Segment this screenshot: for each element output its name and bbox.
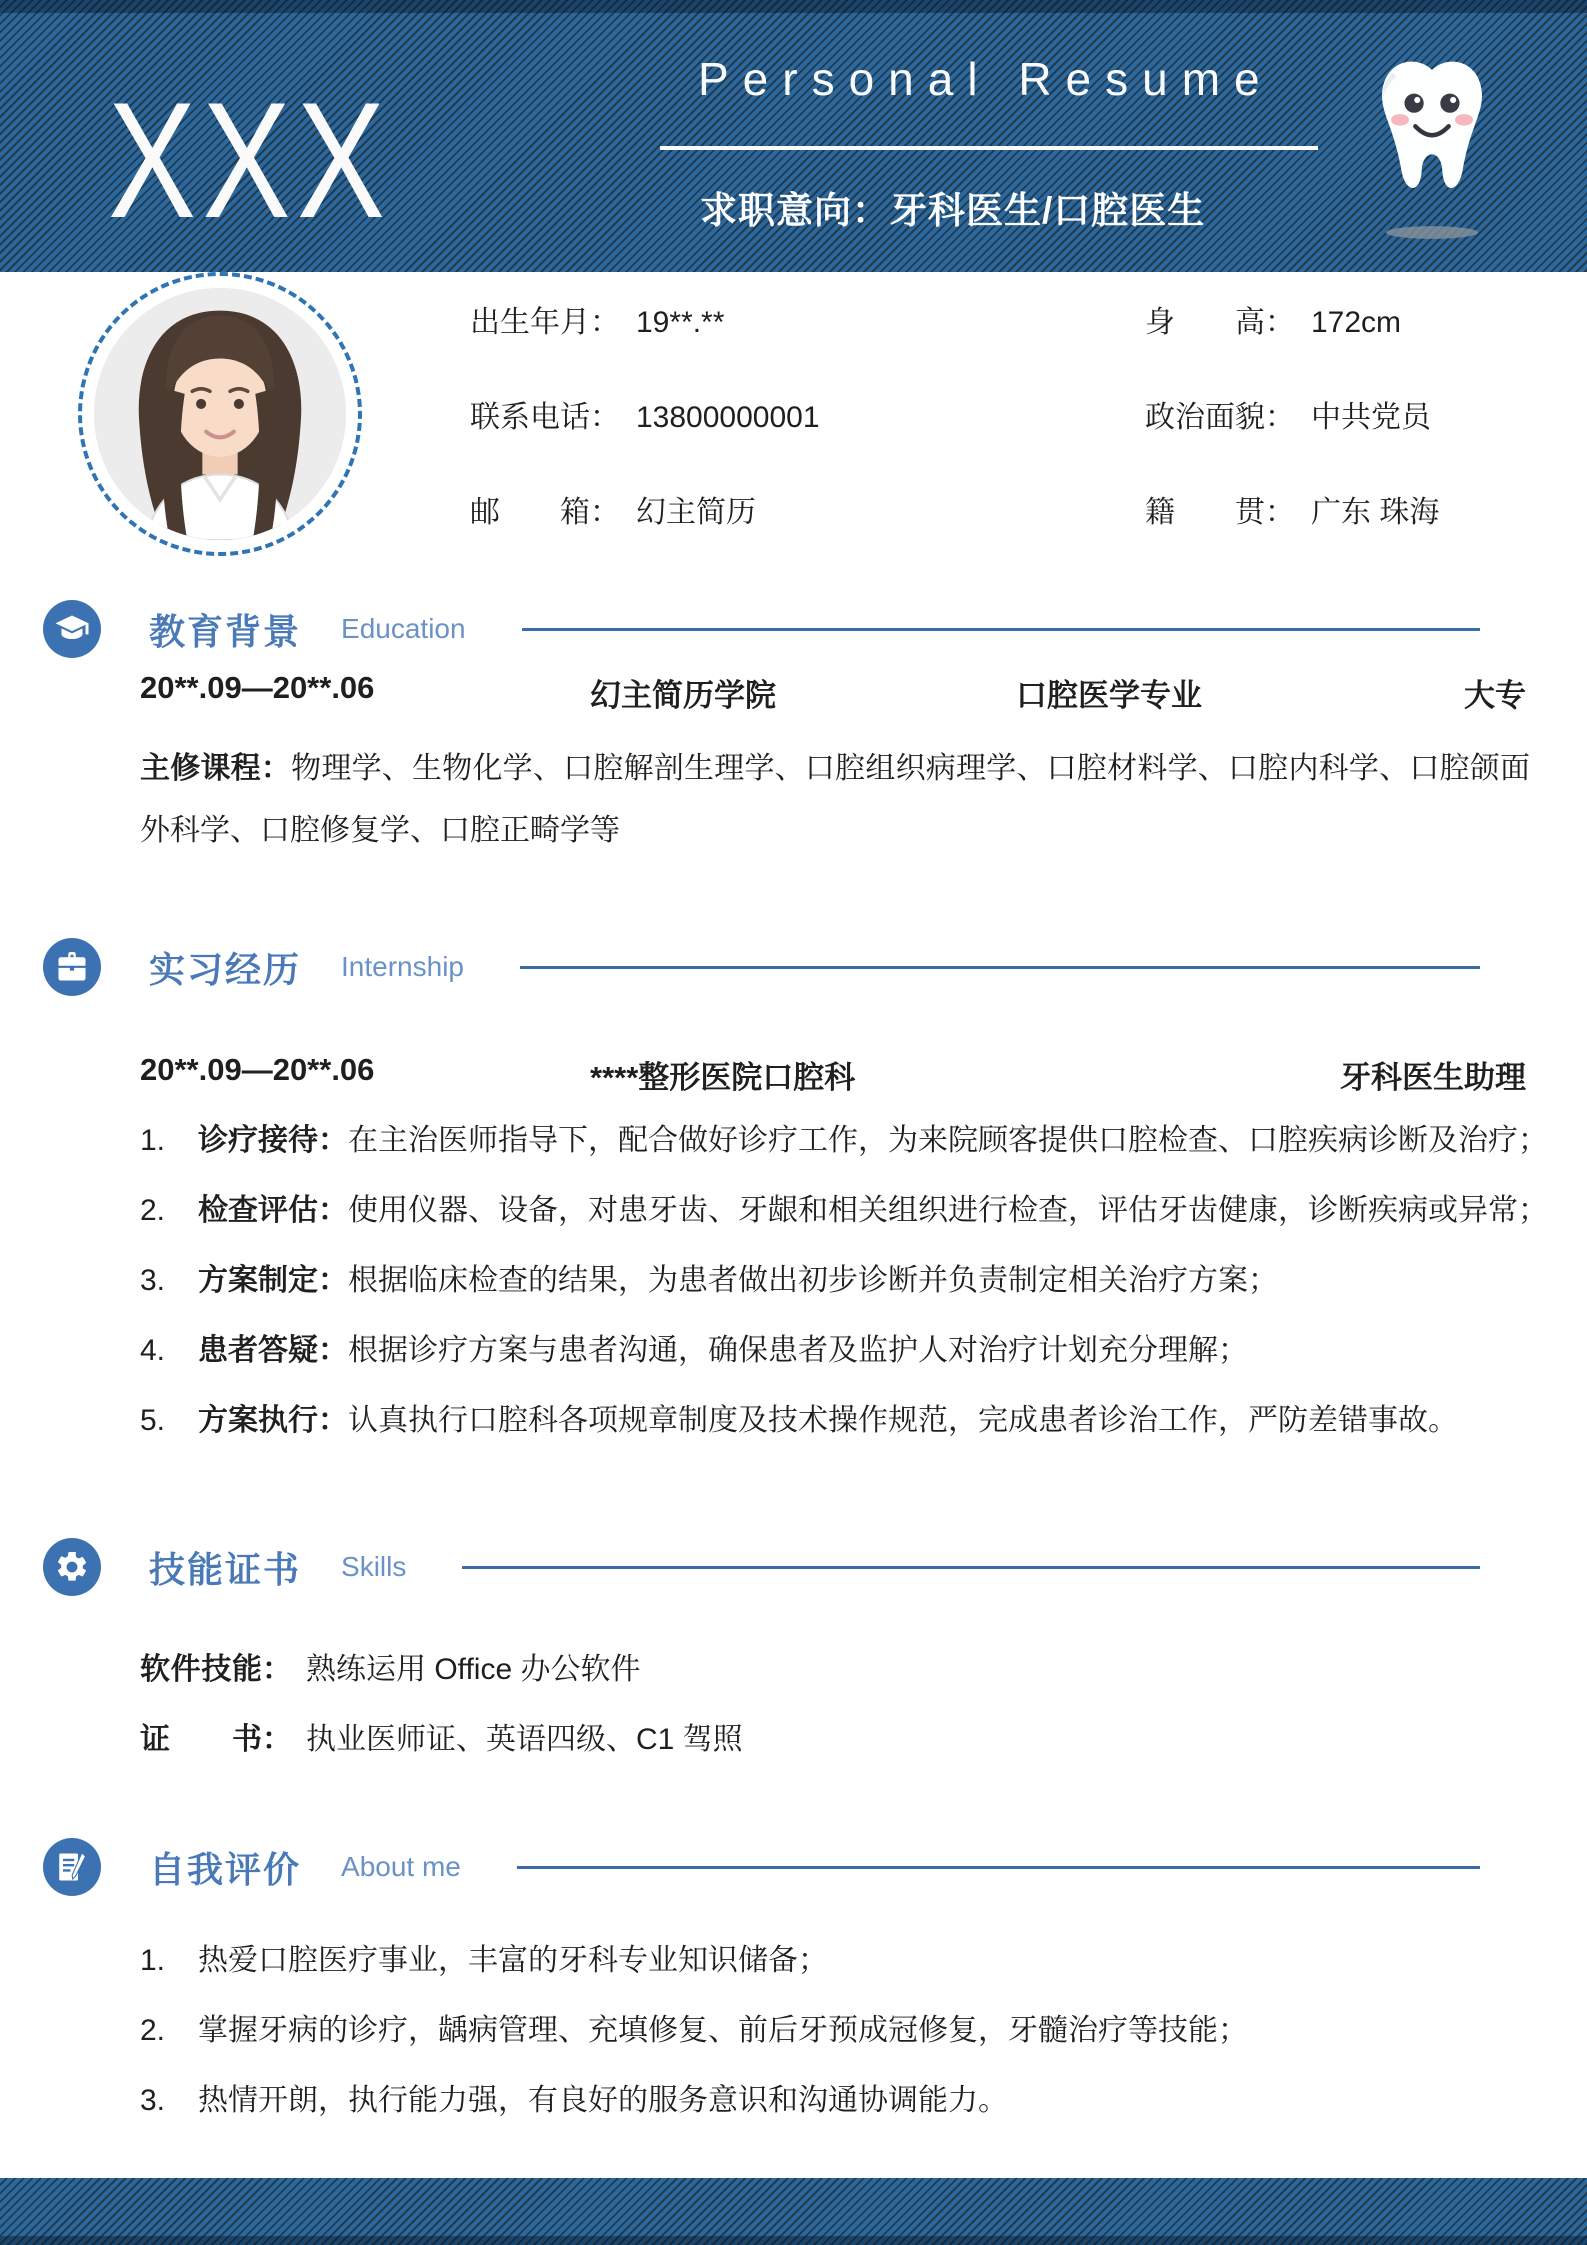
about-text: 掌握牙病的诊疗，龋病管理、充填修复、前后牙预成冠修复，牙髓治疗等技能； bbox=[198, 2014, 1248, 2047]
field-birth-label: 出生年月 bbox=[470, 306, 590, 339]
item-number: 4. bbox=[140, 1334, 166, 1367]
job-intention-label: 求职意向： bbox=[700, 190, 890, 231]
internship-duty-item bbox=[140, 1262, 1532, 1300]
colon: ： bbox=[590, 401, 620, 434]
section-rule bbox=[520, 966, 1480, 969]
education-row bbox=[140, 670, 1530, 712]
duty-text: 根据临床检查的结果，为患者做出初步诊断并负责制定相关治疗方案； bbox=[348, 1264, 1278, 1297]
job-intention-value: 牙科医生/口腔医生 bbox=[890, 190, 1206, 231]
duty-label: 患者答疑： bbox=[198, 1334, 348, 1367]
section-title-education-zh: 教育背景 bbox=[149, 610, 302, 652]
education-degree: 大专 bbox=[1464, 678, 1526, 713]
education-major: 口腔医学专业 bbox=[1016, 678, 1202, 713]
field-height-label: 身高 bbox=[1145, 306, 1265, 339]
about-text: 热情开朗，执行能力强，有良好的服务意识和沟通协调能力。 bbox=[198, 2084, 1008, 2117]
portrait-photo bbox=[94, 288, 346, 540]
about-list bbox=[140, 1942, 1532, 2152]
colon: ： bbox=[590, 496, 620, 529]
duty-label: 方案制定： bbox=[198, 1264, 348, 1297]
education-period: 20**.09—20**.06 bbox=[140, 670, 375, 705]
section-header-skills bbox=[43, 1538, 1530, 1596]
about-item bbox=[140, 2012, 1532, 2050]
item-number: 3. bbox=[140, 1264, 166, 1297]
skill-software-label: 软件技能 bbox=[140, 1653, 262, 1686]
job-intention bbox=[700, 185, 1205, 237]
item-number: 3. bbox=[140, 2084, 166, 2117]
duty-label: 方案执行： bbox=[198, 1404, 348, 1437]
education-courses-label: 主修课程： bbox=[140, 752, 292, 785]
internship-period: 20**.09—20**.06 bbox=[140, 1052, 375, 1087]
section-title-internship-en: Internship bbox=[341, 951, 464, 982]
section-rule bbox=[462, 1566, 1480, 1569]
colon: ： bbox=[1265, 306, 1295, 339]
internship-row bbox=[140, 1052, 1530, 1094]
candidate-name: XXX bbox=[108, 68, 392, 252]
skill-row-certificates bbox=[140, 1720, 743, 1759]
field-email-value: 幻主简历 bbox=[636, 496, 756, 529]
title-underline bbox=[660, 146, 1318, 150]
field-height-value: 172cm bbox=[1311, 306, 1402, 339]
colon: ： bbox=[590, 306, 620, 339]
skill-row-software bbox=[140, 1650, 640, 1689]
field-political-status bbox=[1145, 398, 1431, 437]
internship-duty-item bbox=[140, 1122, 1548, 1160]
section-title-about-zh: 自我评价 bbox=[149, 1848, 302, 1890]
internship-duty-item bbox=[140, 1332, 1532, 1370]
tooth-mascot-icon bbox=[1368, 50, 1496, 246]
document-title: Personal Resume bbox=[698, 53, 1274, 105]
field-hometown-value: 广东 珠海 bbox=[1311, 496, 1440, 529]
section-title-skills-en: Skills bbox=[341, 1551, 407, 1582]
skill-software-value: 熟练运用 Office 办公软件 bbox=[306, 1653, 641, 1686]
field-hometown bbox=[1145, 493, 1439, 532]
about-text: 热爱口腔医疗事业，丰富的牙科专业知识储备； bbox=[198, 1944, 828, 1977]
field-political-status-label: 政治面貌 bbox=[1145, 401, 1265, 434]
field-phone-label: 联系电话 bbox=[470, 401, 590, 434]
about-item bbox=[140, 2082, 1532, 2120]
field-phone bbox=[470, 398, 820, 437]
section-header-about bbox=[43, 1838, 1530, 1896]
field-phone-value: 13800000001 bbox=[636, 401, 820, 434]
document-pen-icon bbox=[43, 1838, 101, 1896]
skill-certificates-label: 证书 bbox=[140, 1723, 262, 1756]
item-number: 1. bbox=[140, 1124, 166, 1157]
item-number: 2. bbox=[140, 1194, 166, 1227]
colon: ： bbox=[1265, 401, 1295, 434]
about-item bbox=[140, 1942, 1532, 1980]
duty-text: 根据诊疗方案与患者沟通，确保患者及监护人对治疗计划充分理解； bbox=[348, 1334, 1248, 1367]
education-courses-text: 物理学、生物化学、口腔解剖生理学、口腔组织病理学、口腔材料学、口腔内科学、口腔颌面外科学、口腔修复学、口腔正畸学等 bbox=[140, 752, 1531, 847]
colon: ： bbox=[1265, 496, 1295, 529]
header-top-edge bbox=[0, 0, 1587, 13]
education-school: 幻主简历学院 bbox=[590, 678, 776, 713]
graduation-cap-icon bbox=[43, 600, 101, 658]
field-height bbox=[1145, 303, 1401, 342]
internship-duties-list bbox=[140, 1122, 1548, 1472]
skill-certificates-value: 执业医师证、英语四级、C1 驾照 bbox=[306, 1723, 743, 1756]
section-header-education bbox=[43, 600, 1530, 658]
duty-text: 认真执行口腔科各项规章制度及技术操作规范，完成患者诊治工作，严防差错事故。 bbox=[348, 1404, 1458, 1437]
education-courses bbox=[140, 738, 1530, 862]
item-number: 2. bbox=[140, 2014, 166, 2047]
section-title-education-en: Education bbox=[341, 613, 466, 644]
field-birth-value: 19**.** bbox=[636, 306, 725, 339]
field-birth bbox=[470, 303, 724, 342]
briefcase-icon bbox=[43, 938, 101, 996]
internship-duty-item bbox=[140, 1192, 1548, 1230]
item-number: 1. bbox=[140, 1944, 166, 1977]
gear-icon bbox=[43, 1538, 101, 1596]
duty-label: 检查评估： bbox=[198, 1194, 348, 1227]
footer-band bbox=[0, 2178, 1587, 2245]
field-email-label: 邮箱 bbox=[470, 496, 590, 529]
colon: ： bbox=[262, 1653, 292, 1686]
section-header-internship bbox=[43, 938, 1530, 996]
item-number: 5. bbox=[140, 1404, 166, 1437]
footer-bottom-edge bbox=[0, 2236, 1587, 2245]
duty-text: 使用仪器、设备，对患牙齿、牙龈和相关组织进行检查，评估牙齿健康，诊断疾病或异常； bbox=[348, 1194, 1548, 1227]
internship-role: 牙科医生助理 bbox=[1340, 1060, 1526, 1095]
duty-label: 诊疗接待： bbox=[198, 1124, 348, 1157]
section-title-skills-zh: 技能证书 bbox=[149, 1548, 302, 1590]
section-title-about-en: About me bbox=[341, 1851, 461, 1882]
internship-duty-item bbox=[140, 1402, 1532, 1440]
section-rule bbox=[517, 1866, 1480, 1869]
colon: ： bbox=[262, 1723, 292, 1756]
internship-company: ****整形医院口腔科 bbox=[590, 1060, 856, 1095]
field-email bbox=[470, 493, 756, 532]
section-rule bbox=[522, 628, 1480, 631]
field-hometown-label: 籍贯 bbox=[1145, 496, 1265, 529]
field-political-status-value: 中共党员 bbox=[1311, 401, 1431, 434]
duty-text: 在主治医师指导下，配合做好诊疗工作，为来院顾客提供口腔检查、口腔疾病诊断及治疗； bbox=[348, 1124, 1548, 1157]
section-title-internship-zh: 实习经历 bbox=[149, 948, 302, 990]
